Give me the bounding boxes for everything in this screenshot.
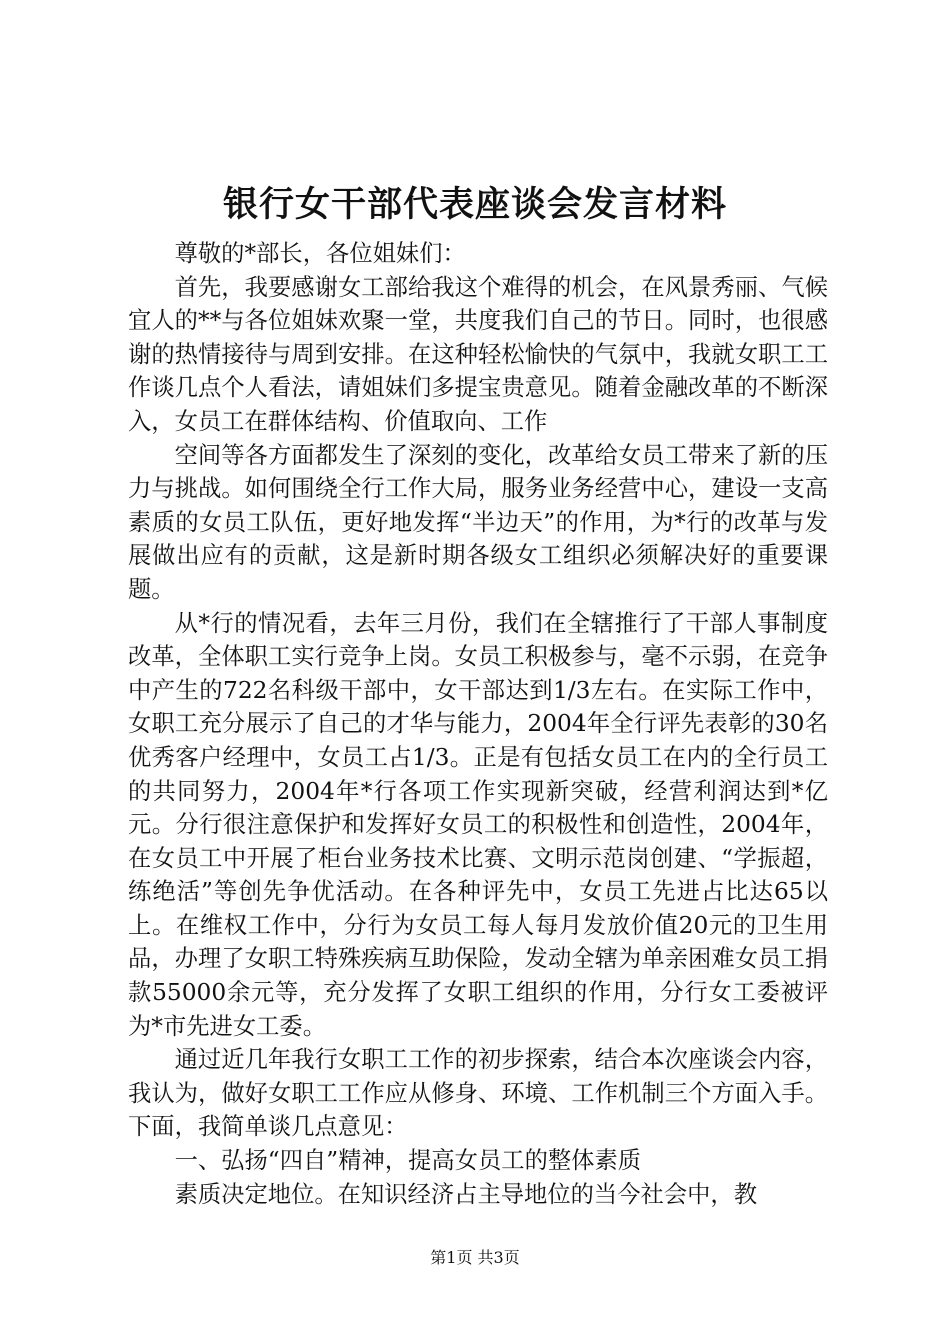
body-paragraph: 空间等各方面都发生了深刻的变化，改革给女员工带来了新的压力与挑战。如何围绕全行工作大局，服务业务经营中心，建设一支高素质的女员工队伍，更好地发挥“半边天”的作用，为*行的改革与发展做出应有的贡献，这是新时期各级女工组织必须解决好的重要课题。 bbox=[128, 441, 828, 603]
section-heading: 一、弘扬“四自”精神，提高女员工的整体素质 bbox=[174, 1147, 642, 1175]
page-number-footer: 第1页 共3页 bbox=[430, 1248, 520, 1267]
body-paragraph: 首先，我要感谢女工部给我这个难得的机会，在风景秀丽、气候宜人的**与各位姐妹欢聚一堂，共度我们自己的节日。同时，也很感谢的热情接待与周到安排。在这种轻松愉快的气氛中，我就女职工工作谈几点个人看法，请姐妹们多提宝贵意见。随着金融改革的不断深入，女员工在群体结构、价值取向、工作 bbox=[128, 273, 828, 435]
salutation-paragraph: 尊敬的*部长，各位姐妹们： bbox=[174, 240, 466, 267]
document-body bbox=[128, 237, 828, 1211]
body-paragraph: 通过近几年我行女职工工作的初步探索，结合本次座谈会内容，我认为，做好女职工工作应从修身、环境、工作机制三个方面入手。下面，我简单谈几点意见： bbox=[128, 1046, 828, 1141]
body-paragraph: 从*行的情况看，去年三月份，我们在全辖推行了干部人事制度改革，全体职工实行竞争上岗。女员工积极参与，毫不示弱，在竞争中产生的722名科级干部中，女干部达到1/3左右。在实际工作中，女职工充分展示了自己的才华与能力，2004年全行评先表彰的30名优秀客户经理中，女员工占1/3。正是有包括女员工在内的全行员工的共同努力，2004年*行各项工作实现新突破，经营利润达到*亿元。分行很注意保护和发挥好女员工的积极性和创造性，2004年，在女员工中开展了柜台业务技术比赛、文明示范岗创建、“学振超，练绝活”等创先争优活动。在各种评先中，女员工先进占比达65以上。在维权工作中，分行为女员工每人每月发放价值20元的卫生用品，办理了女职工特殊疾病互助保险，发动全辖为单亲困难女员工捐款55000余元等，充分发挥了女职工组织的作用，分行女工委被评为*市先进女工委。 bbox=[128, 609, 828, 1040]
document-title: 银行女干部代表座谈会发言材料 bbox=[222, 184, 727, 225]
body-paragraph: 素质决定地位。在知识经济占主导地位的当今社会中，教 bbox=[174, 1180, 758, 1208]
